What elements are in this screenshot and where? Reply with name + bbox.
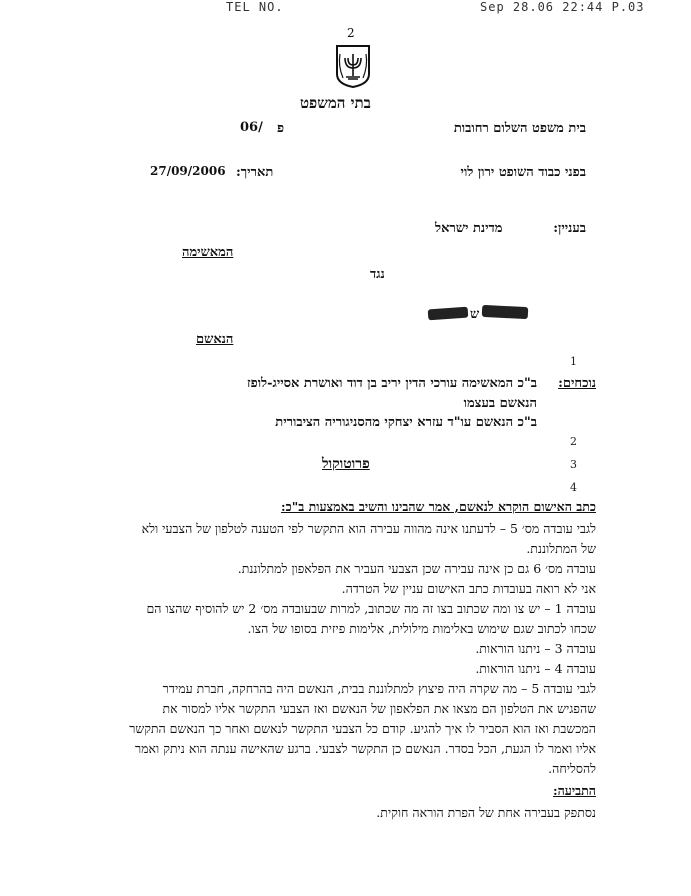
amendment-text: נסתפק בעבירה אחת של הפרת הוראה חוקית. (376, 805, 596, 820)
versus-label: נגד (370, 267, 385, 282)
court-system-title: בתי המשפט (300, 94, 371, 112)
case-label: פ (277, 121, 285, 136)
date-label: תאריך: (236, 165, 274, 180)
line-number-1: 1 (570, 355, 577, 368)
court-name: בית משפט השלום רחובות (453, 121, 586, 136)
body-line-9: לגבי עובדה 5 – מה שקרה היה פיצוץ למתלוננת בבית, הנאשם היה בהרחקה, חברת עמידר (162, 681, 596, 696)
present-prosecution: ב"כ המאשימה עורכי הדין יריב בן דוד ואושרת אסייג-לופז (247, 376, 537, 391)
matter-label: בעניין: (553, 221, 586, 236)
present-label: נוכחים: (558, 376, 596, 391)
prosecutor-role: המאשימה (182, 245, 234, 260)
defendant-name-suffix: ש (470, 307, 480, 322)
present-defendant: הנאשם בעצמו (463, 396, 537, 411)
body-line-7: עובדה 3 – ניתנו הוראות. (475, 641, 596, 656)
state-emblem-icon (333, 44, 373, 88)
body-line-11: המכשבת ואז הוא הסביר לו איך להגיע. קודם כל הצבעי התקשר לנאשם ואחר כך הנאשם התקשר (129, 721, 596, 736)
body-line-13: להסליחה. (548, 761, 596, 776)
body-line-5: עובדה 1 – יש צו ומה שכתוב בצו זה מה שכתוב, למרות שבעובדה מס׳ 2 יש להוסיף שהצו הם (146, 601, 596, 616)
case-number: 06/ (240, 120, 263, 135)
intro-line: כתב האישום הוקרא לנאשם, אמר שהבינו והשיב באמצעות ב"כ: (281, 499, 596, 514)
redacted-name-part1 (428, 307, 469, 321)
body-line-6: שכחו לכתוב שגם שימוש באלימות מילולית, אלימות פיזית בסופו של הצו. (247, 621, 596, 636)
body-line-4: אני לא רואה בעובדות כתב האישום עניין של הטרדה. (341, 581, 596, 596)
body-line-8: עובדה 4 – ניתנו הוראות. (475, 661, 596, 676)
defendant-role: הנאשם (196, 332, 234, 347)
redacted-name-part2 (482, 305, 529, 319)
date-value: 27/09/2006 (150, 164, 226, 178)
protocol-title: פרוטוקול (322, 456, 370, 472)
line-number-3: 3 (570, 458, 577, 471)
line-number-2: 2 (570, 435, 577, 448)
prosecutor-name: מדינת ישראל (435, 221, 503, 236)
body-line-1: לגבי עובדה מס׳ 5 – לדעתנו אינה מהווה עבירה הוא התקשר לפי הטענה לטלפון של הצבעי ולא (141, 521, 596, 536)
body-line-2: של המתלוננת. (526, 541, 596, 556)
fax-header-right: Sep 28.06 22:44 P.03 (480, 0, 645, 14)
amendment-label: התביעה: (553, 783, 596, 798)
body-line-3: עובדה מס׳ 6 גם כן אינה עבירה שכן הצבעי העביר את הפלאפון למתלוננת. (237, 561, 596, 576)
body-line-10: שהפגיש את הטלפון הם מצאו את הפלאפון של הנאשם ואז הצבעי התקשר אליו למסור את (162, 701, 596, 716)
page-number: 2 (347, 26, 355, 40)
fax-header-left: TEL NO. (226, 0, 284, 14)
judge-line: בפני כבוד השופט ירון לוי (460, 165, 586, 180)
line-number-4: 4 (570, 481, 577, 494)
body-line-12: אליו ואמר לו הגעת, הכל בסדר. הנאשם כן התקשר לצבעי. ברגע שהאישה ענתה הוא ניתק ואמר (134, 741, 596, 756)
present-defense: ב"כ הנאשם עו"ד עזרא יצחקי מהסניגוריה הציבורית (275, 415, 537, 430)
